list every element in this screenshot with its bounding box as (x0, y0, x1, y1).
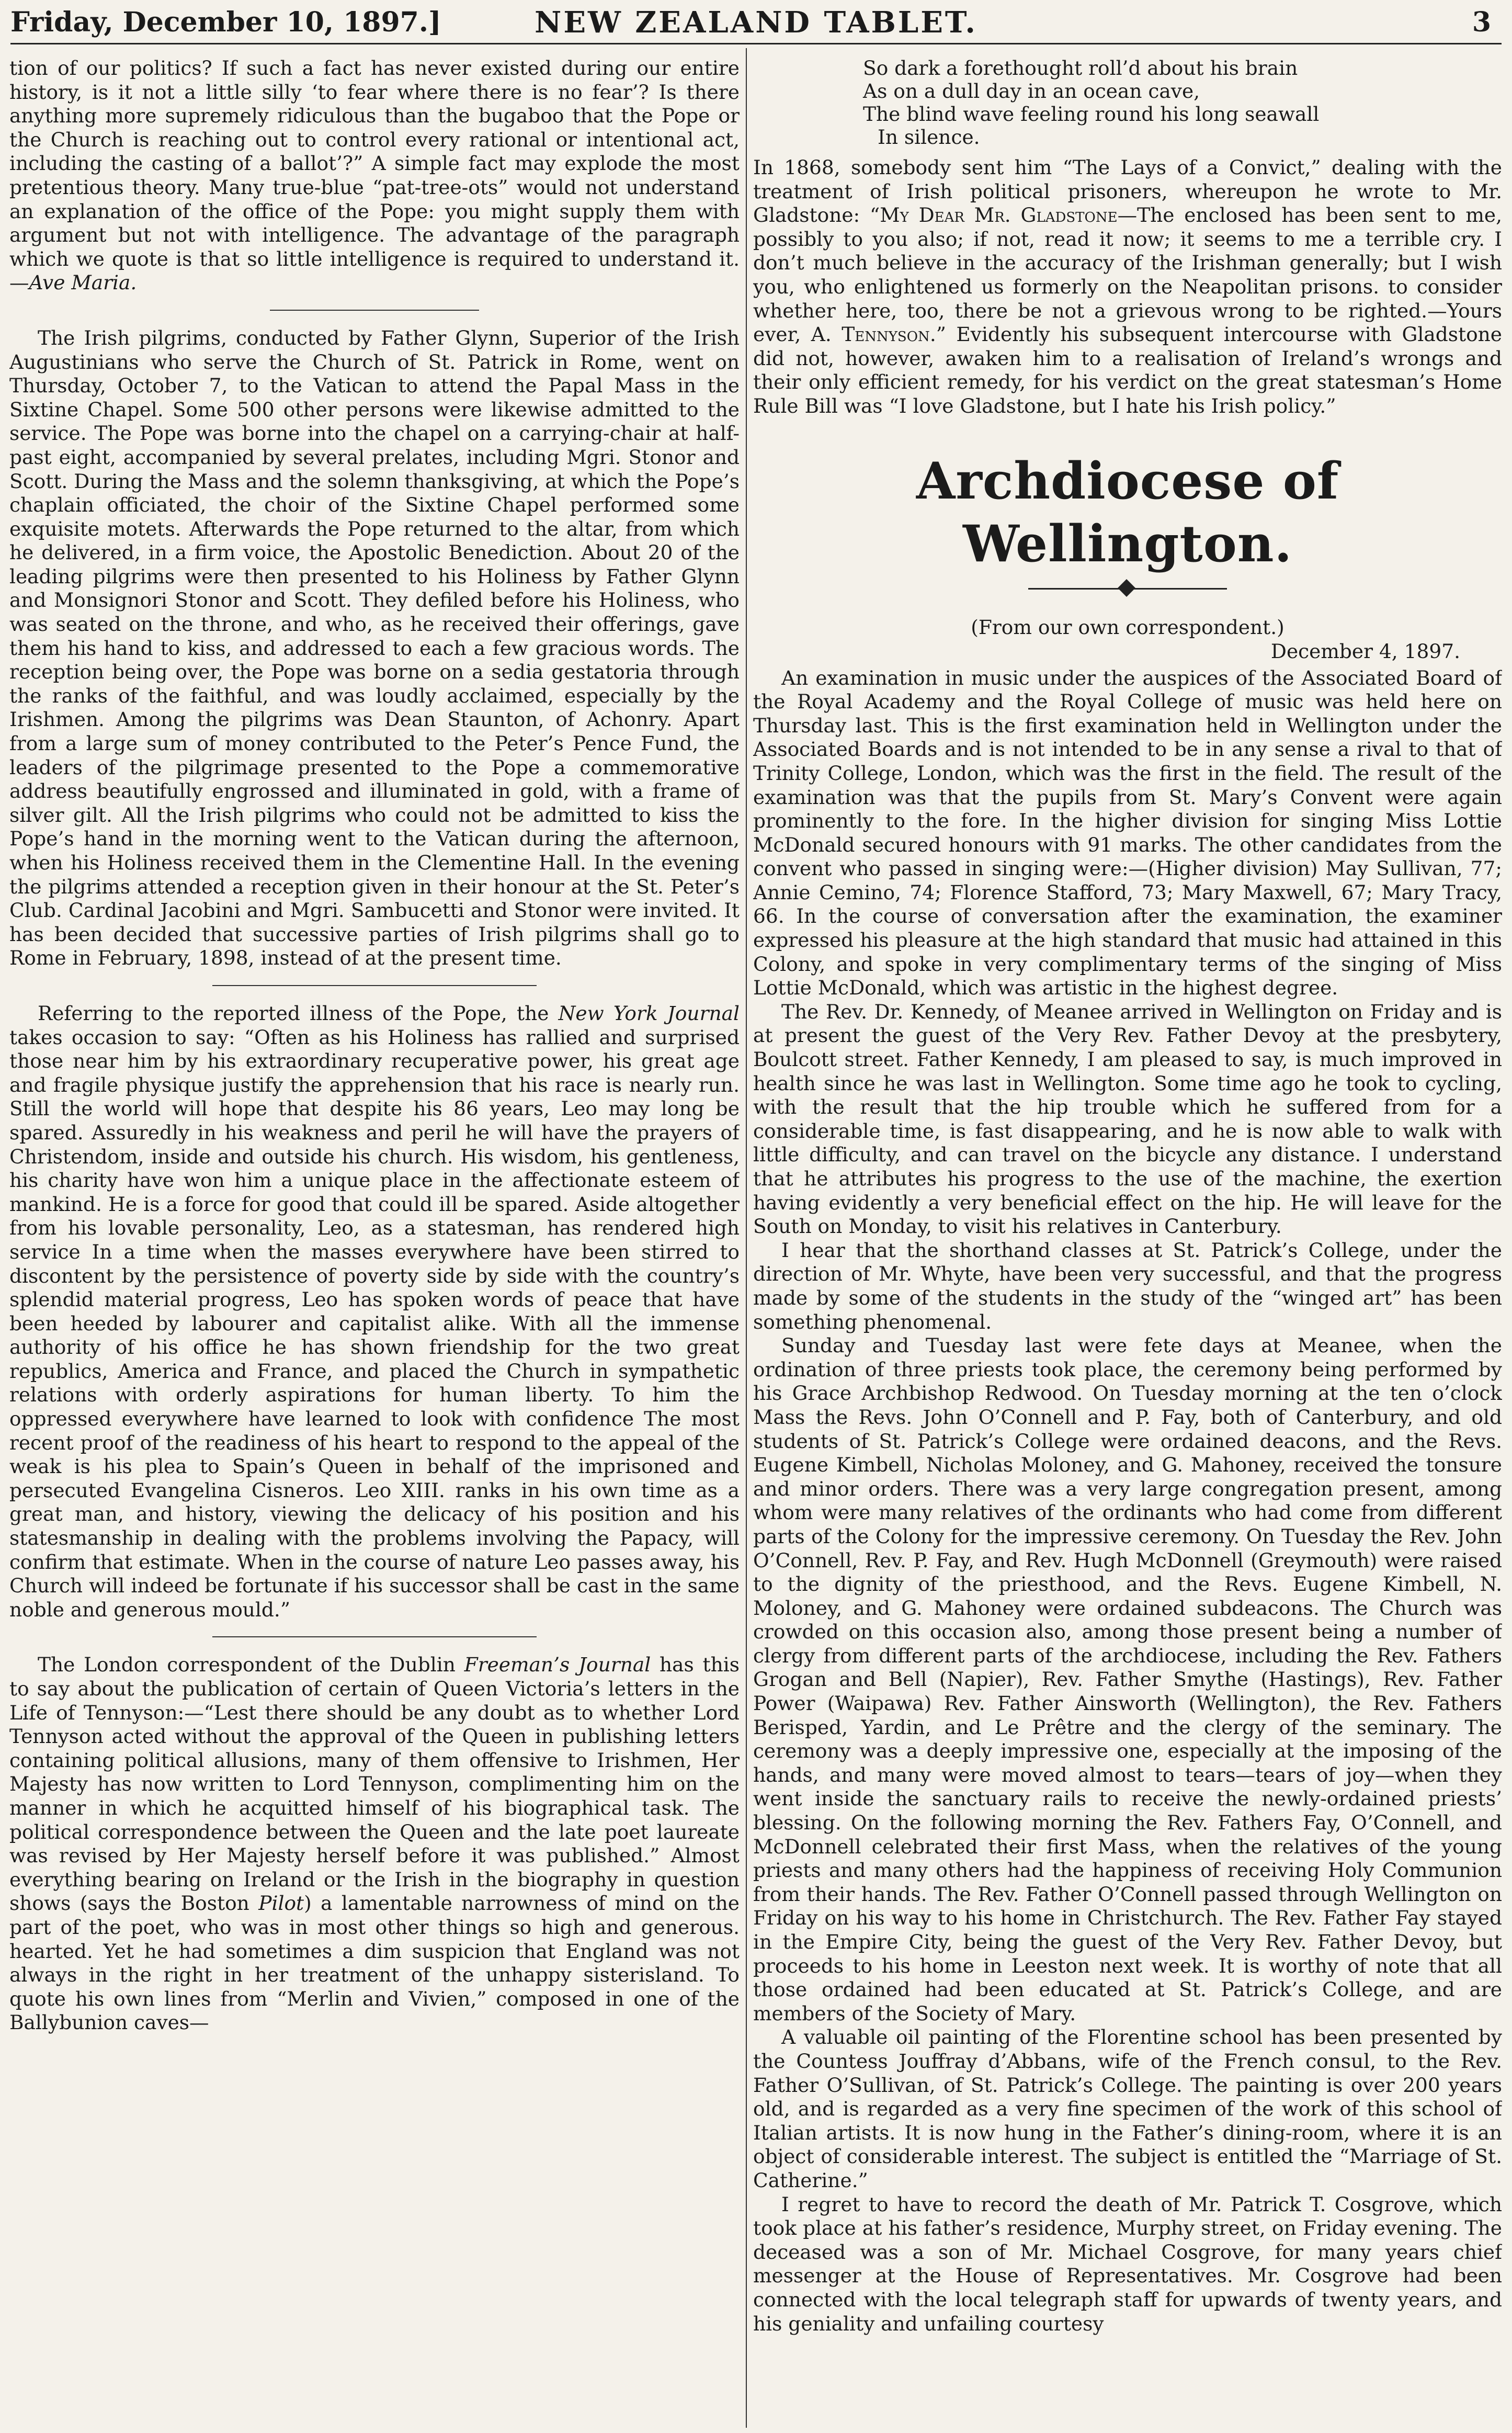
news-paragraph: An examination in music under the auspices of the Associated Board of the Royal Academy and the Royal College of music was held here on Thursday last. This is the first examination held in Wellington under the Associated Boards and is not intended to be in any sense a rival to that of Trinity College, London, which was the first in the field. The result of the examination was that the pupils from St. Mary’s Convent were again prominently to the fore. In the higher division for singing Miss Lottie McDonald secured honours with 91 marks. The other candidates from the convent who passed in singing were:—(Higher division) May Sullivan, 77; Annie Cemino, 74; Florence Stafford, 73; Mary Maxwell, 67; Mary Tracy, 66. In the course of conversation after the examination, the examiner expressed his pleasure at the high standard that music had attained in this Colony, and spoke in very complimentary terms of the singing of Miss Lottie McDonald, which was artistic in the highest degree. (753, 666, 1502, 1000)
poem-line: So dark a forethought roll’d about his brain (863, 56, 1298, 80)
dateline: December 4, 1897. (1270, 639, 1460, 663)
issue-date: Friday, December 10, 1897.] (10, 6, 441, 38)
ave-maria-text: tion of our politics? If such a fact has never existed during our entire history, is it not a little silly ‘to fear where there is no fear’? Is there anything more supremely ridiculous than the bugaboo that the Pope or the Church is reaching out to control every rational or intentional act, including the casting of a ballot’?” A simple fact may explode the most pretentious theory. Many true-blue “pat-tree-ots” would not understand an explanation of the office of the Pope: you might supply them with argument but not with intelligence. The advantage of the paragraph which we quote is that so little intelligence is required to understand it.— (9, 56, 740, 295)
tennyson-paper: Freeman’s Journal (464, 1653, 651, 1677)
news-paragraph: A valuable oil painting of the Florentine school has been presented by the Countess Jouffray d’Abbans, wife of the French consul, to the Rev. Father O’Sullivan, of St. Patrick’s College. The painting is over 200 years old, and is regarded as a very fine specimen of the work of this school of Italian artists. It is now hung in the Father’s dining-room, where it is an object of considerable interest. The subject is entitled the “Marriage of St. Catherine.” (753, 2025, 1502, 2192)
pope-illness-paper: New York Journal (558, 1001, 740, 1025)
diamond-ornament-icon (1118, 579, 1135, 597)
tennyson-signature: Tennyson (842, 323, 930, 346)
ave-maria-source: Ave Maria. (29, 271, 137, 295)
column-divider (746, 48, 747, 2428)
tennyson-cont-text-3: .” Evidently his subsequent intercourse with Gladstone did not, however, awaken him to a realisation of Ireland’s wrongs and their only efficient remedy, for his verdict on the great statesman’s Home Rule Bill was “I love Gladstone, but I hate his Irish policy.” (753, 323, 1502, 417)
news-paragraph: The Rev. Dr. Kennedy, of Meanee arrived in Wellington on Friday and is at present the guest of the Very Rev. Father Devoy at the presbytery, Boulcott street. Father Kennedy, I am pleased to say, is much improved in health since he was last in Wellington. Some time ago he took to cycling, with the result that the hip trouble which he suffered from for a considerable time, is fast disappearing, and he is now able to walk with little difficulty, and can travel on the bicycle any distance. I understand that he attributes his progress to the use of the machine, the exertion having evidently a very beneficial effect on the hip. He will leave for the South on Monday, to visit his relatives in Canterbury. (753, 1000, 1502, 1238)
masthead (10, 3, 1502, 40)
irish-pilgrims-text: The Irish pilgrims, conducted by Father Glynn, Superior of the Irish Augustinians who serve the Church of St. Patrick in Rome, went on Thursday, October 7, to the Vatican to attend the Papal Mass in the Sixtine Chapel. Some 500 other persons were likewise admitted to the service. The Pope was borne into the chapel on a carrying-chair at half-past eight, accompanied by several prelates, including Mgri. Stonor and Scott. During the Mass and the solemn thanksgiving, at which the Pope’s chaplain officiated, the choir of the Sixtine Chapel performed some exquisite motets. Afterwards the Pope returned to the altar, from which he delivered, in a firm voice, the Apostolic Benediction. About 20 of the leading pilgrims were then presented to his Holiness by Father Glynn and Monsignori Stonor and Scott. They defiled before his Holiness, who was seated on the throne, and who, as he received their offerings, gave them his hand to kiss, and addressed to each a few gracious words. The reception being over, the Pope was borne on a sedia gestatoria through the ranks of the faithful, and was loudly acclaimed, especially by the Irishmen. Among the pilgrims was Dean Staunton, of Achonry. Apart from a large sum of money contributed to the Peter’s Pence Fund, the leaders of the pilgrimage presented to the Pope a commemorative address beautifully engrossed and illuminated in gold, with a frame of silver gilt. All the Irish pilgrims who could not be admitted to kiss the Pope’s hand in the morning went to the Vatican during the afternoon, when his Holiness received them in the Clementine Hall. In the evening the pilgrims attended a reception given in their honour at the St. Peter’s Club. Cardinal Jacobini and Mgri. Sambucetti and Stonor were invited. It has been decided that successive parties of Irish pilgrims shall go to Rome in February, 1898, instead of at the present time. (9, 326, 740, 970)
tennyson-paper-2: Pilot (258, 1892, 304, 1915)
news-paragraph: Sunday and Tuesday last were fete days at Meanee, when the ordination of three priests took place, the ceremony being performed by his Grace Archbishop Redwood. On Tuesday morning at the ten o’clock Mass the Revs. John O’Connell and P. Fay, both of Canterbury, and old students of St. Patrick’s College were ordained deacons, and the Revs. Eugene Kimbell, Nicholas Moloney, and G. Mahoney, received the tonsure and minor orders. There was a very large congregation present, among whom were many relatives of the ordinants who had come from different parts of the Colony for the impressive ceremony. On Tuesday the Rev. John O’Connell, Rev. P. Fay, and Rev. Hugh McDonnell (Greymouth) were raised to the dignity of the priesthood, and the Revs. Eugene Kimbell, N. Moloney, and G. Mahoney were ordained subdeacons. The Church was crowded on this occasion also, among those present being a number of clergy from different parts of the archdiocese, including the Rev. Fathers Grogan and Bell (Napier), Rev. Father Smythe (Hastings), Rev. Father Power (Waipawa) Rev. Father Ainsworth (Wellington), the Rev. Fathers Berisped, Yardin, and Le Prêtre and the clergy of the seminary. The ceremony was a deeply impressive one, especially at the imposing of the hands, and many were moved almost to tears—tears of joy—when they went inside the sanctuary rails to receive the newly-ordained priests’ blessing. On the following morning the Rev. Fathers Fay, O’Connell, and McDonnell celebrated their first Mass, when the relatives of the young priests and many others had the happiness of receiving Holy Communion from their hands. The Rev. Father O’Connell passed through Wellington on Friday on his way to his home in Christchurch. The Rev. Father Fay stayed in the Empire City, being the guest of the Very Rev. Father Devoy, but proceeds to his home in Leeston next week. It is worthy of note that all those ordained had been educated at St. Patrick’s College, and are members of the Society of Mary. (753, 1334, 1502, 2025)
tennyson-cont-text-2: —The enclosed has been sent to me, possibly to you also; if not, read it now; it seems to me a terrible cry. I don’t much believe in the accuracy of the Irishman generally; but I wish you, who enlightened us formerly on the Neapolitan prisons. to consider whether here, too, there be not a grievous wrong to be righted.—Yours ever, A. (753, 203, 1502, 346)
news-paragraph: I hear that the shorthand classes at St. Patrick’s College, under the direction of Mr. Whyte, have been very successful, and that the progress made by some of the students in the study of the “winged art” has been something phenomenal. (753, 1238, 1502, 1333)
poem-line: The blind wave feeling round his long seawall (863, 103, 1320, 126)
left-column (9, 56, 740, 2428)
tennyson-text-1: has this to say about the publication of certain of Queen Victoria’s letters in the Life of Tennyson:—“Lest there should be any doubt as to whether Lord Tennyson acted without the approval of the Queen in publishing letters containing political allusions, many of them offensive to Irishmen, Her Majesty has now written to Lord Tennyson, complimenting him on the manner in which he acquitted himself of his biographical task. The political correspondence between the Queen and the late poet laureate was revised by Her Majesty herself before it was published.” Almost everything bearing on Ireland or the Irish in the biography in question shows (says the Boston (9, 1653, 740, 1915)
wellington-news (753, 666, 1502, 2336)
newspaper-title: NEW ZEALAND TABLET. (535, 5, 977, 40)
pope-illness-text: takes occasion to say: “Often as his Holiness has rallied and surprised those near him by his extraordinary recuperative power, his great age and fragile physique justify the apprehension that his race is nearly run. Still the world will hope that despite his 86 years, Leo may long be spared. Assuredly in his weakness and peril he will have the prayers of Christendom, inside and outside his church. His wisdom, his gentleness, his charity have won him a unique place in the affectionate esteem of mankind. He is a force for good that could ill be spared. Aside altogether from his lovable personality, Leo, as a statesman, has rendered high service In a time when the masses everywhere have been stirred to discontent by the persistence of poverty side by side with the country’s splendid material progress, Leo has spoken words of peace that have been heeded by labourer and capitalist alike. With all the immense authority of his office he has shown friendship for the two great republics, America and France, and placed the Church in sympathetic relations with orderly aspirations for human liberty. To him the oppressed everywhere have learned to look with confidence The most recent proof of the readiness of his heart to respond to the appeal of the weak is his plea to Spain’s Queen in behalf of the imprisoned and persecuted Evangelina Cisneros. Leo XIII. ranks in his own time as a great man, and history, viewing the delicacy of his position and his statesmanship in dealing with the problems involving the Papacy, will confirm that estimate. When in the course of nature Leo passes away, his Church will indeed be fortunate if his successor shall be cast in the same noble and generous mould.” (9, 1025, 740, 1621)
pope-illness-intro: Referring to the reported illness of the Pope, the (38, 1001, 559, 1025)
article-ave-maria (9, 56, 740, 295)
ornamental-rule (1028, 581, 1227, 596)
page-number: 3 (1472, 6, 1491, 38)
article-tennyson-continued (753, 156, 1502, 418)
tennyson-cont-text-1: In 1868, somebody sent him “The Lays of a Convict,” dealing with the treatment of Irish political prisoners, whereupon he wrote to Mr. Gladstone: “ (753, 156, 1502, 227)
poem-line: As on a dull day in an ocean cave, (863, 80, 1200, 103)
tennyson-text-2: ) a lamentable narrowness of mind on the part of the poet, who was in most other things so high and generous. hearted. Yet he had sometimes a dim suspicion that England was not always in the right in her treatment of the unhappy sisterisland. To quote his own lines from “Merlin and Vivien,” composed in one of the Ballybunion caves— (9, 1892, 740, 2034)
masthead-rule (10, 43, 1502, 44)
article-separator (270, 310, 479, 311)
correspondent-byline: (From our own correspondent.) (971, 615, 1284, 639)
tennyson-intro: The London correspondent of the Dublin (38, 1653, 464, 1677)
article-pope-illness (9, 1002, 740, 1622)
article-separator (212, 1636, 537, 1637)
poem-quote (863, 56, 1502, 149)
poem-line: In silence. (878, 126, 980, 149)
section-title: Archdiocese of Wellington. (916, 451, 1339, 573)
tennyson-salutation: My Dear Mr. Gladstone (880, 203, 1118, 227)
right-column (753, 56, 1502, 2428)
news-paragraph: I regret to have to record the death of Mr. Patrick T. Cosgrove, which took place at his father’s residence, Murphy street, on Friday evening. The deceased was a son of Mr. Michael Cosgrove, for many years chief messenger at the House of Representatives. Mr. Cosgrove had been connected with the local telegraph staff for upwards of twenty years, and his geniality and unfailing courtesy (753, 2192, 1502, 2335)
article-separator (212, 985, 537, 986)
article-irish-pilgrims (9, 326, 740, 970)
article-tennyson (9, 1653, 740, 2035)
